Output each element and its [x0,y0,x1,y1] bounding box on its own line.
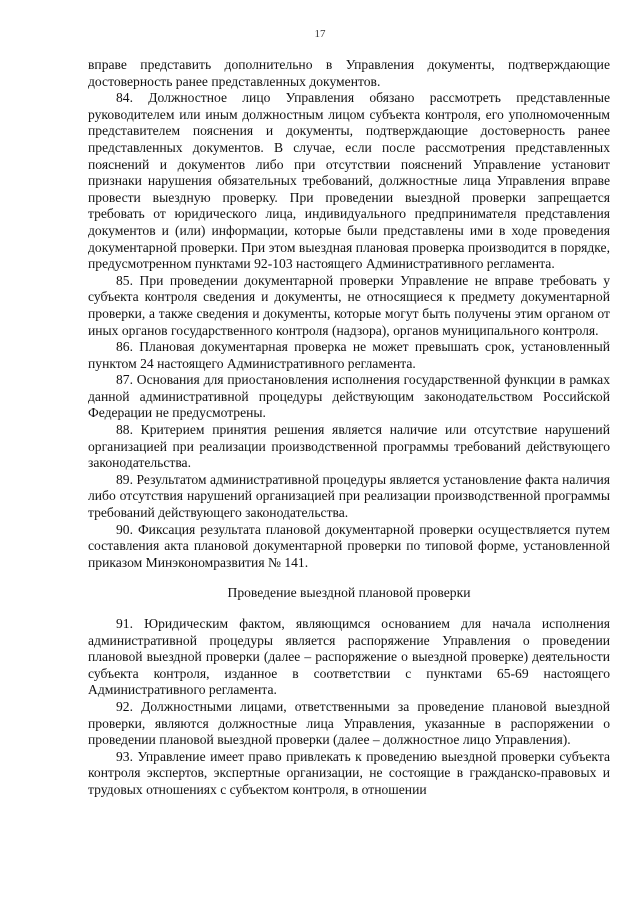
paragraph-90: 90. Фиксация результата плановой документарной проверки осуществляется путем составления акта плановой документарной проверки по типовой форме, установленной приказом Минэкономразвития № 141. [88,521,610,570]
paragraph-88: 88. Критерием принятия решения является наличие или отсутствие нарушений организацией при реализации производственной программы требований действующего законодательства. [88,422,610,471]
paragraph-93: 93. Управление имеет право привлекать к проведению выездной проверки субъекта контроля экспертов, экспертные организации, не состоящие в гражданско-правовых и трудовых отношениях с субъектом контроля, в отношении [88,748,610,797]
page-number: 17 [314,28,326,40]
paragraph-86: 86. Плановая документарная проверка не может превышать срок, установленный пунктом 24 настоящего Административного регламента. [88,339,610,371]
paragraph-91: 91. Юридическим фактом, являющимся основанием для начала исполнения административной процедуры является распоряжение Управления о проведении плановой выездной проверки (далее – распоряжение о выездной проверке) деятельности субъекта контроля, изданное в соответствии с пунктами 65-69 настоящего Административного регламента. [88,616,610,698]
paragraph-85: 85. При проведении документарной проверки Управление не вправе требовать у субъекта контроля сведения и документы, не относящиеся к предмету документарной проверки, а также сведения и документы, которые могут быть получены этим органом от иных органов государственного контроля (надзора), органов муниципального контроля. [88,272,610,338]
paragraph-84: 84. Должностное лицо Управления обязано рассмотреть представленные руководителем или иным должностным лицом субъекта контроля, его уполномоченным представителем пояснения и документы, подтверждающие достоверность ранее представленных документов. В случае, если после рассмотрения представленных пояснений и документов либо при отсутствии пояснений Управление установит признаки нарушения обязательных требований, должностные лица Управления вправе провести выездную проверку. При проведении выездной проверки запрещается требовать от юридического лица, индивидуального предпринимателя представления документов и (или) информации, которые были представлены ими в ходе проведения документарной проверки. При этом выездная плановая проверка производится в порядке, предусмотренном пунктами 92-103 настоящего Административного регламента. [88,90,610,272]
document-body [88,57,610,799]
paragraph-continuation: вправе представить дополнительно в Управления документы, подтверждающие достоверность ранее представленных документов. [88,57,610,89]
section-heading: Проведение выездной плановой проверки [227,585,471,601]
paragraph-92: 92. Должностными лицами, ответственными за проведение плановой выездной проверки, являются должностные лица Управления, указанные в распоряжении о проведении плановой выездной проверки (далее – должностное лицо Управления). [88,698,610,748]
paragraph-89: 89. Результатом административной процедуры является установление факта наличия либо отсутствия нарушений организацией при реализации производственной программы требований действующего законодательства. [88,471,610,521]
paragraph-87: 87. Основания для приостановления исполнения государственной функции в рамках данной административной процедуры действующим законодательством Российской Федерации не предусмотрены. [88,372,610,421]
